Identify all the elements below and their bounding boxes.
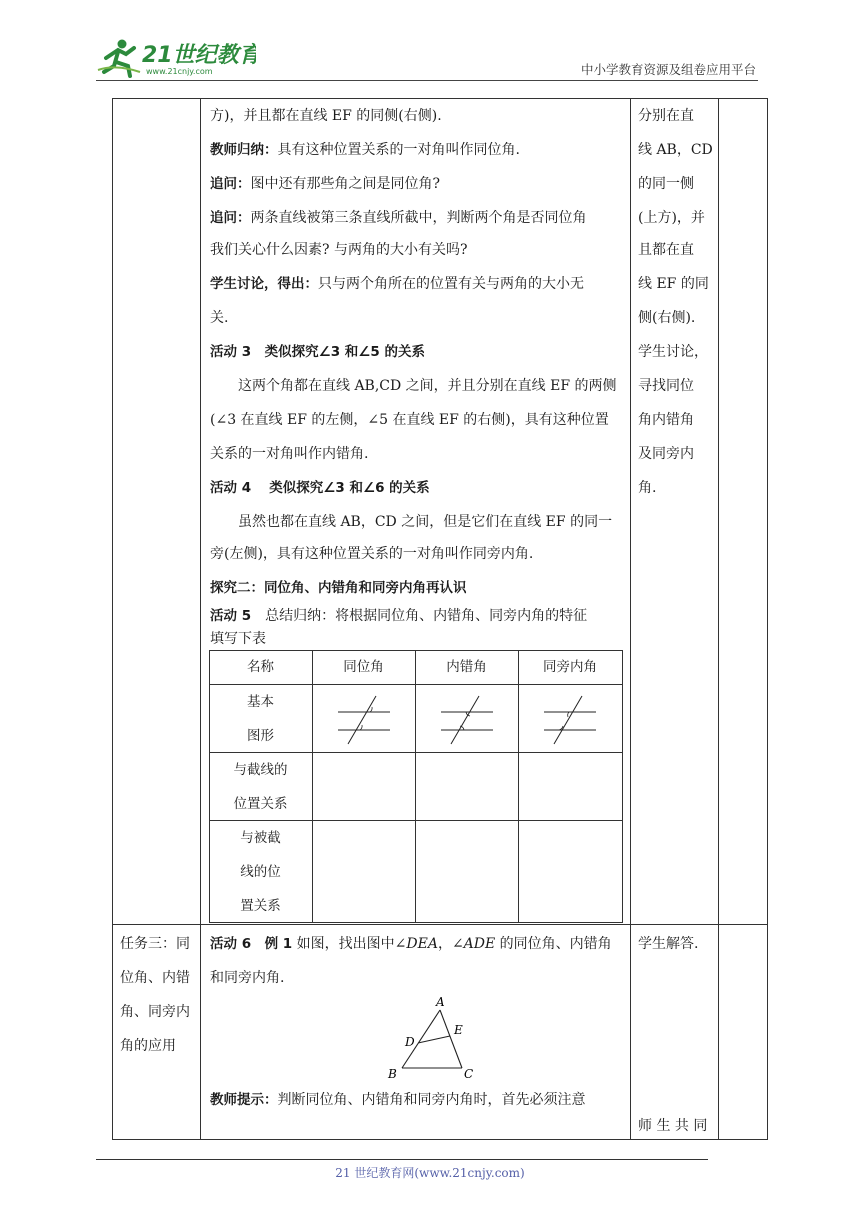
table-header: 名称 bbox=[247, 659, 274, 675]
explore-2-title: 探究二：同位角、内错角和同旁内角再认识 bbox=[210, 580, 467, 596]
activity-5 bbox=[210, 606, 587, 626]
bold-label: 活动 6 例 1 bbox=[210, 936, 293, 952]
right-col-line: 学生解答. bbox=[638, 936, 699, 952]
text-line: 关系的一对角叫作内错角. bbox=[210, 446, 369, 462]
right-col-line: 线 AB，CD bbox=[638, 142, 713, 158]
table-col-border bbox=[630, 98, 631, 1140]
footer-divider bbox=[96, 1159, 708, 1160]
corresponding-angles-figure bbox=[312, 684, 415, 752]
task3-label: 角、同旁内 bbox=[120, 1004, 190, 1020]
student-discussion bbox=[210, 274, 584, 294]
right-col-line: 分别在直 bbox=[638, 108, 694, 124]
text-span: ， bbox=[437, 936, 452, 952]
table-header: 内错角 bbox=[446, 659, 487, 675]
runner-icon bbox=[98, 40, 140, 77]
angle-ade: ∠ADE bbox=[451, 936, 496, 952]
row-label: 图形 bbox=[247, 728, 274, 744]
bold-label: 活动 5 bbox=[210, 608, 252, 624]
table-top-border bbox=[112, 98, 768, 99]
inner-table-border bbox=[622, 650, 623, 923]
text-line: (∠3 在直线 EF 的左侧，∠5 在直线 EF 的右侧)，具有这种位置 bbox=[210, 412, 609, 428]
text-span: 的同位角、内错角 bbox=[495, 936, 612, 952]
right-col-line: 的同一侧 bbox=[638, 176, 694, 192]
row-label: 置关系 bbox=[240, 898, 281, 914]
right-col-line: 寻找同位 bbox=[638, 378, 694, 394]
site-logo bbox=[96, 36, 256, 78]
text-line: 我们关心什么因素? 与两角的大小有关吗? bbox=[210, 242, 468, 258]
task3-label: 位角、内错 bbox=[120, 970, 190, 986]
alternate-angles-figure bbox=[415, 684, 518, 752]
right-col-line: 且都在直 bbox=[638, 242, 694, 258]
inner-table-border bbox=[209, 650, 210, 923]
row-label: 位置关系 bbox=[233, 796, 288, 812]
task3-label: 角的应用 bbox=[120, 1038, 176, 1054]
task3-label: 任务三：同 bbox=[120, 936, 190, 952]
text-span: 如图，找出图中 bbox=[292, 936, 395, 952]
right-col-line: (上方)，并 bbox=[638, 210, 705, 226]
vertex-label-e: E bbox=[454, 1023, 463, 1037]
activity-6 bbox=[210, 934, 612, 954]
text-line: 旁(左侧)，具有这种位置关系的一对角叫作同旁内角. bbox=[210, 546, 534, 562]
text-span: 判断同位角、内错角和同旁内角时，首先必须注意 bbox=[277, 1092, 586, 1108]
text-span: 总结归纳：将根据同位角、内错角、同旁内角的特征 bbox=[251, 608, 588, 624]
footer-text: 21 世纪教育网(www.21cnjy.com) bbox=[335, 1166, 525, 1180]
activity-4-title: 活动 4 类似探究∠3 和∠6 的关系 bbox=[210, 480, 430, 496]
text-span: 只与两个角所在的位置有关与两角的大小无 bbox=[318, 276, 584, 292]
activity-3-title: 活动 3 类似探究∠3 和∠5 的关系 bbox=[210, 344, 425, 360]
right-col-line: 角. bbox=[638, 480, 657, 496]
right-col-line: 角内错角 bbox=[638, 412, 694, 428]
follow-up-question bbox=[210, 174, 440, 194]
triangle-figure bbox=[380, 994, 490, 1082]
table-header: 同旁内角 bbox=[543, 659, 597, 675]
angle-dea: ∠DEA bbox=[394, 936, 438, 952]
text-span: 具有这种位置关系的一对角叫作同位角. bbox=[277, 142, 520, 158]
bold-label: 追问： bbox=[210, 176, 251, 192]
bold-label: 学生讨论，得出： bbox=[210, 276, 318, 292]
row-label: 与被截 bbox=[240, 830, 281, 846]
bold-label: 教师提示： bbox=[210, 1092, 278, 1108]
table-bottom-border bbox=[112, 1139, 768, 1140]
platform-name: 中小学教育资源及组卷应用平台 bbox=[580, 62, 756, 77]
follow-up-question bbox=[210, 208, 587, 228]
logo-url: www.21cnjy.com bbox=[146, 67, 213, 76]
table-header: 同位角 bbox=[343, 659, 384, 675]
header-divider bbox=[96, 80, 758, 81]
bold-label: 教师归纳： bbox=[210, 142, 278, 158]
text-line: 虽然也都在直线 AB，CD 之间，但是它们在直线 EF 的同一 bbox=[238, 514, 613, 530]
text-span: 两条直线被第三条直线所截中，判断两个角是否同位角 bbox=[250, 210, 587, 226]
right-col-line: 师 生 共 同 bbox=[638, 1118, 708, 1134]
vertex-label-b: B bbox=[388, 1067, 397, 1081]
right-col-line: 线 EF 的同 bbox=[638, 276, 709, 292]
row-label: 线的位 bbox=[240, 864, 281, 880]
vertex-label-a: A bbox=[436, 995, 445, 1009]
bold-label: 追问： bbox=[210, 210, 251, 226]
teacher-tip bbox=[210, 1090, 586, 1110]
vertex-label-d: D bbox=[405, 1035, 415, 1049]
text-line: 这两个角都在直线 AB,CD 之间，并且分别在直线 EF 的两侧 bbox=[238, 378, 617, 394]
row-label: 与截线的 bbox=[233, 762, 288, 778]
table-col-border bbox=[200, 98, 201, 1140]
text-line: 和同旁内角. bbox=[210, 970, 285, 986]
teacher-summary bbox=[210, 140, 520, 160]
table-col-border bbox=[112, 98, 113, 1140]
logo-text: 21世纪教育 bbox=[142, 43, 256, 68]
table-col-border bbox=[767, 98, 768, 1140]
vertex-label-c: C bbox=[464, 1067, 474, 1081]
text-line: 填写下表 bbox=[210, 631, 266, 647]
row-label: 基本 bbox=[247, 694, 274, 710]
right-col-line: 学生讨论， bbox=[638, 344, 708, 360]
text-line: 关. bbox=[210, 310, 229, 326]
right-col-line: 及同旁内 bbox=[638, 446, 694, 462]
text-span: 图中还有那些角之间是同位角? bbox=[250, 176, 441, 192]
table-col-border bbox=[718, 98, 719, 1140]
text-line: 方)，并且都在直线 EF 的同侧(右侧). bbox=[210, 108, 442, 124]
table-row-divider bbox=[112, 924, 768, 925]
co-interior-angles-figure bbox=[518, 684, 622, 752]
right-col-line: 侧(右侧). bbox=[638, 310, 696, 326]
